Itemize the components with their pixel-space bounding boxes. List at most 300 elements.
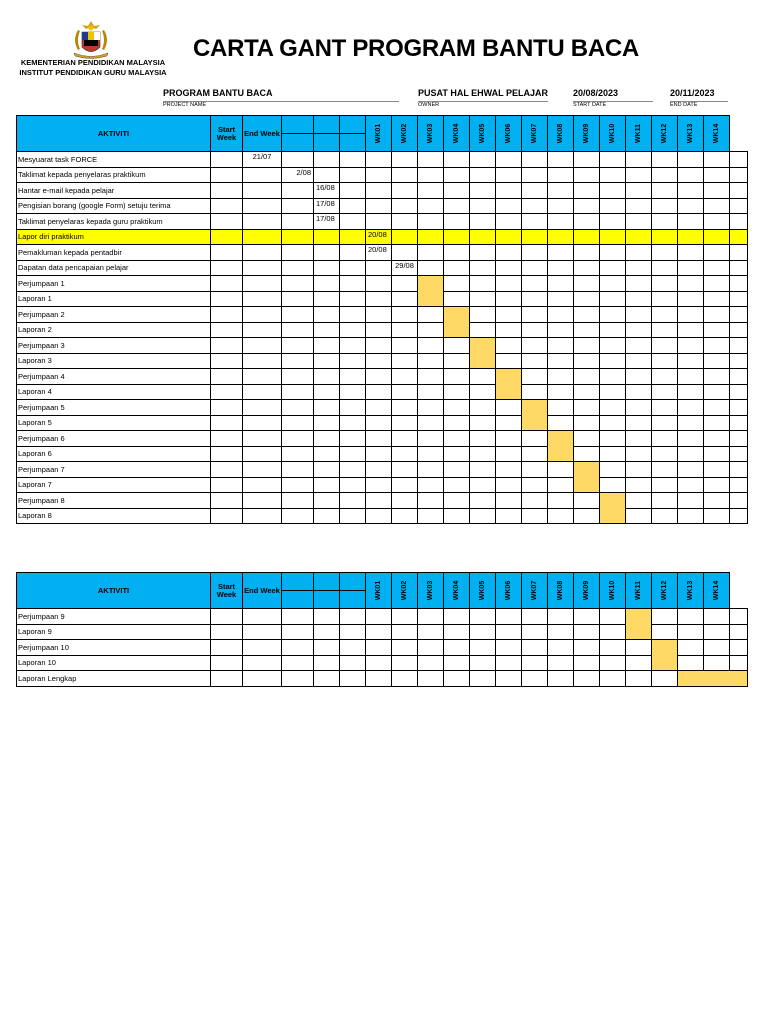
- week-cell: [548, 260, 574, 276]
- week-cell: [600, 384, 626, 400]
- date-cell: [366, 353, 392, 369]
- gantt-bar: [600, 493, 626, 524]
- week-cell: [392, 322, 418, 338]
- week-cell: [418, 477, 444, 493]
- week-cell: [704, 152, 730, 168]
- week-header: [678, 116, 704, 152]
- week-cell: [652, 369, 678, 385]
- week-cell: [496, 624, 522, 640]
- week-cell: [470, 167, 496, 183]
- week-cell: [444, 640, 470, 656]
- date-cell: [314, 369, 340, 385]
- week-cell: [548, 322, 574, 338]
- week-cell: [678, 609, 704, 625]
- week-cell: [392, 369, 418, 385]
- week-cell: [652, 338, 678, 354]
- week-header-label: WK10: [608, 123, 616, 144]
- week-cell: [496, 167, 522, 183]
- week-cell: [522, 655, 548, 671]
- week-cell: [496, 152, 522, 168]
- week-cell: [626, 245, 652, 261]
- table-row: [17, 477, 748, 493]
- date-cell: [243, 369, 282, 385]
- week-cell: [470, 477, 496, 493]
- activity-cell: Laporan 1: [17, 291, 211, 307]
- date-cell: [340, 338, 366, 354]
- week-cell: [600, 260, 626, 276]
- week-cell: [392, 183, 418, 199]
- week-cell: [704, 609, 730, 625]
- week-cell: [652, 415, 678, 431]
- date-cell: [211, 322, 243, 338]
- gantt-bar: [652, 640, 678, 671]
- week-cell: [704, 431, 730, 447]
- week-cell: [600, 291, 626, 307]
- week-cell: [652, 400, 678, 416]
- week-cell: [496, 415, 522, 431]
- week-cell: [392, 655, 418, 671]
- table-row: [17, 167, 748, 183]
- week-cell: [600, 446, 626, 462]
- week-cell: [470, 624, 496, 640]
- org-line-1: KEMENTERIAN PENDIDIKAN MALAYSIA: [20, 58, 166, 67]
- date-cell: [282, 493, 314, 509]
- week-header: [600, 116, 626, 152]
- week-cell: [470, 640, 496, 656]
- week-cell: [730, 446, 748, 462]
- date-cell: [340, 671, 366, 687]
- week-cell: [574, 508, 600, 524]
- week-cell: [444, 462, 470, 478]
- week-cell: [600, 624, 626, 640]
- week-cell: [678, 198, 704, 214]
- week-cell: [444, 624, 470, 640]
- start-date-block: [573, 88, 653, 109]
- week-cell: [392, 353, 418, 369]
- week-cell: [600, 183, 626, 199]
- date-cell: [366, 167, 392, 183]
- week-cell: [392, 671, 418, 687]
- date-cell: [243, 640, 282, 656]
- week-cell: [626, 446, 652, 462]
- date-cell: [211, 214, 243, 230]
- date-cell: [314, 338, 340, 354]
- week-cell: [678, 640, 704, 656]
- week-cell: [704, 260, 730, 276]
- week-header-label: WK08: [556, 580, 564, 601]
- week-cell: [496, 198, 522, 214]
- table-row: [17, 431, 748, 447]
- week-cell: [444, 671, 470, 687]
- week-cell: [574, 229, 600, 245]
- header-blank-cell: [282, 591, 314, 609]
- week-cell: [652, 229, 678, 245]
- date-cell: 16/08: [314, 183, 340, 199]
- activity-cell: Laporan 8: [17, 508, 211, 524]
- week-cell: [418, 508, 444, 524]
- date-cell: [282, 415, 314, 431]
- date-cell: [340, 152, 366, 168]
- week-cell: [678, 214, 704, 230]
- week-header-label: WK02: [400, 580, 408, 601]
- date-cell: [282, 183, 314, 199]
- week-cell: [444, 198, 470, 214]
- week-cell: [496, 655, 522, 671]
- week-cell: [392, 640, 418, 656]
- week-cell: [522, 640, 548, 656]
- week-cell: [522, 431, 548, 447]
- week-cell: [548, 508, 574, 524]
- week-cell: [496, 671, 522, 687]
- week-cell: [444, 338, 470, 354]
- date-cell: [340, 446, 366, 462]
- week-header: [522, 116, 548, 152]
- activity-cell: Taklimat penyelaras kepada guru praktikum: [17, 214, 211, 230]
- date-cell: [340, 322, 366, 338]
- date-cell: [243, 245, 282, 261]
- week-cell: [704, 369, 730, 385]
- week-cell: [574, 624, 600, 640]
- header-row: [17, 116, 748, 134]
- activity-cell: Perjumpaan 2: [17, 307, 211, 323]
- table-row: [17, 655, 748, 671]
- week-cell: [392, 245, 418, 261]
- activity-cell: Perjumpaan 10: [17, 640, 211, 656]
- week-cell: [730, 400, 748, 416]
- week-cell: [574, 152, 600, 168]
- date-cell: [211, 477, 243, 493]
- date-cell: [340, 462, 366, 478]
- date-cell: [282, 307, 314, 323]
- week-cell: [626, 353, 652, 369]
- week-cell: [496, 609, 522, 625]
- week-cell: [444, 229, 470, 245]
- week-cell: [444, 400, 470, 416]
- gantt-bar: [470, 338, 496, 369]
- week-cell: [652, 198, 678, 214]
- week-cell: [600, 369, 626, 385]
- header-blank-cell: [340, 573, 366, 591]
- week-cell: [548, 338, 574, 354]
- activity-cell: Laporan 7: [17, 477, 211, 493]
- table-row: [17, 152, 748, 168]
- date-cell: [243, 353, 282, 369]
- activity-header: AKTIVITI: [17, 116, 211, 152]
- week-cell: [392, 609, 418, 625]
- activity-cell: Laporan 5: [17, 415, 211, 431]
- week-cell: [574, 245, 600, 261]
- table-row: [17, 214, 748, 230]
- date-cell: [211, 446, 243, 462]
- week-header: [444, 573, 470, 609]
- week-cell: [392, 493, 418, 509]
- table-row: [17, 640, 748, 656]
- week-header-label: WK10: [608, 580, 616, 601]
- week-cell: [678, 322, 704, 338]
- date-cell: [211, 198, 243, 214]
- week-cell: [730, 291, 748, 307]
- week-cell: [574, 609, 600, 625]
- date-cell: [314, 353, 340, 369]
- table-row: [17, 353, 748, 369]
- week-cell: [678, 245, 704, 261]
- date-cell: [314, 260, 340, 276]
- date-cell: [366, 322, 392, 338]
- week-header-label: WK07: [530, 123, 538, 144]
- week-cell: [626, 291, 652, 307]
- week-cell: [626, 415, 652, 431]
- gantt-bar: [574, 462, 600, 493]
- date-cell: [243, 477, 282, 493]
- week-cell: [626, 671, 652, 687]
- week-cell: [730, 640, 748, 656]
- date-cell: [243, 198, 282, 214]
- date-cell: [282, 384, 314, 400]
- week-header: [548, 116, 574, 152]
- date-cell: [314, 167, 340, 183]
- week-cell: [418, 198, 444, 214]
- week-header: [678, 573, 704, 609]
- week-cell: [392, 446, 418, 462]
- date-cell: [340, 183, 366, 199]
- week-header-label: WK14: [712, 123, 720, 144]
- date-cell: [314, 508, 340, 524]
- activity-cell: Taklimat kepada penyelaras praktikum: [17, 167, 211, 183]
- date-cell: [282, 353, 314, 369]
- date-cell: [340, 655, 366, 671]
- activity-cell: Perjumpaan 8: [17, 493, 211, 509]
- gantt-bar: [444, 307, 470, 338]
- week-cell: [444, 384, 470, 400]
- week-cell: [626, 322, 652, 338]
- date-cell: [243, 167, 282, 183]
- date-cell: [366, 655, 392, 671]
- date-cell: [211, 609, 243, 625]
- date-cell: [366, 384, 392, 400]
- week-cell: [678, 508, 704, 524]
- week-cell: [574, 291, 600, 307]
- date-cell: [282, 671, 314, 687]
- week-cell: [704, 214, 730, 230]
- activity-cell: Laporan 4: [17, 384, 211, 400]
- week-cell: [652, 183, 678, 199]
- table-row: [17, 245, 748, 261]
- week-cell: [548, 167, 574, 183]
- week-header: [574, 116, 600, 152]
- week-cell: [496, 322, 522, 338]
- week-cell: [600, 477, 626, 493]
- week-cell: [470, 671, 496, 687]
- week-cell: [574, 214, 600, 230]
- date-cell: [340, 493, 366, 509]
- activity-cell: Laporan 6: [17, 446, 211, 462]
- week-cell: [600, 671, 626, 687]
- week-cell: [470, 493, 496, 509]
- week-cell: [730, 462, 748, 478]
- week-cell: [548, 183, 574, 199]
- week-cell: [496, 477, 522, 493]
- week-header: [652, 116, 678, 152]
- date-cell: [366, 671, 392, 687]
- week-cell: [678, 369, 704, 385]
- week-cell: [600, 415, 626, 431]
- date-cell: [211, 369, 243, 385]
- date-cell: [314, 291, 340, 307]
- date-cell: [282, 245, 314, 261]
- date-cell: [340, 431, 366, 447]
- week-cell: [444, 245, 470, 261]
- week-header-label: WK05: [478, 580, 486, 601]
- week-cell: [730, 338, 748, 354]
- week-cell: [548, 245, 574, 261]
- week-cell: [600, 245, 626, 261]
- week-cell: [470, 152, 496, 168]
- week-cell: [392, 152, 418, 168]
- week-cell: [678, 384, 704, 400]
- week-cell: [548, 384, 574, 400]
- date-cell: [366, 462, 392, 478]
- week-cell: [418, 493, 444, 509]
- week-cell: [392, 477, 418, 493]
- week-cell: [392, 307, 418, 323]
- week-cell: [704, 655, 730, 671]
- week-cell: [418, 167, 444, 183]
- date-cell: 20/08: [366, 245, 392, 261]
- date-cell: [282, 338, 314, 354]
- week-cell: [470, 245, 496, 261]
- week-cell: [418, 640, 444, 656]
- week-cell: [626, 198, 652, 214]
- week-cell: [678, 152, 704, 168]
- week-cell: [574, 384, 600, 400]
- end-date-value: 20/11/2023: [670, 88, 715, 98]
- week-cell: [678, 415, 704, 431]
- gantt-bar: [678, 671, 748, 687]
- date-cell: [366, 493, 392, 509]
- week-header: [574, 573, 600, 609]
- week-cell: [574, 415, 600, 431]
- date-cell: [211, 508, 243, 524]
- week-cell: [496, 245, 522, 261]
- week-cell: [730, 384, 748, 400]
- week-cell: [626, 276, 652, 292]
- week-cell: [470, 260, 496, 276]
- week-cell: [652, 431, 678, 447]
- week-cell: [444, 214, 470, 230]
- activity-cell: Perjumpaan 7: [17, 462, 211, 478]
- date-cell: [282, 152, 314, 168]
- week-cell: [678, 400, 704, 416]
- week-cell: [392, 384, 418, 400]
- week-cell: [652, 291, 678, 307]
- date-cell: [366, 477, 392, 493]
- date-cell: [282, 369, 314, 385]
- header-blank-cell: [282, 116, 314, 134]
- week-cell: [704, 167, 730, 183]
- activity-cell: Laporan Lengkap: [17, 671, 211, 687]
- week-cell: [600, 431, 626, 447]
- week-cell: [704, 462, 730, 478]
- week-cell: [444, 477, 470, 493]
- week-cell: [548, 400, 574, 416]
- week-cell: [626, 462, 652, 478]
- date-cell: [211, 624, 243, 640]
- date-cell: [340, 624, 366, 640]
- week-header: [496, 573, 522, 609]
- week-cell: [730, 369, 748, 385]
- week-cell: [626, 655, 652, 671]
- date-cell: [211, 415, 243, 431]
- date-cell: [282, 400, 314, 416]
- week-cell: [574, 369, 600, 385]
- week-cell: [444, 353, 470, 369]
- week-cell: [678, 260, 704, 276]
- week-cell: [574, 260, 600, 276]
- week-header: [704, 116, 730, 152]
- week-cell: [444, 152, 470, 168]
- date-cell: [314, 624, 340, 640]
- week-cell: [418, 245, 444, 261]
- week-cell: [652, 245, 678, 261]
- date-cell: [314, 152, 340, 168]
- week-cell: [626, 384, 652, 400]
- week-cell: [600, 229, 626, 245]
- table-row: [17, 276, 748, 292]
- week-header-label: WK03: [426, 580, 434, 601]
- week-cell: [418, 624, 444, 640]
- date-cell: [314, 431, 340, 447]
- week-cell: [392, 400, 418, 416]
- week-cell: [418, 338, 444, 354]
- date-cell: [282, 508, 314, 524]
- table-row: [17, 291, 748, 307]
- week-cell: [574, 307, 600, 323]
- week-cell: [730, 477, 748, 493]
- date-cell: [314, 640, 340, 656]
- date-cell: [211, 338, 243, 354]
- date-cell: [243, 431, 282, 447]
- week-cell: [522, 260, 548, 276]
- week-cell: [470, 229, 496, 245]
- week-cell: [652, 477, 678, 493]
- week-cell: [704, 198, 730, 214]
- header-blank-cell: [340, 116, 366, 134]
- week-cell: [548, 353, 574, 369]
- date-cell: [314, 384, 340, 400]
- owner-block: [418, 88, 548, 109]
- date-cell: [340, 291, 366, 307]
- week-cell: [418, 183, 444, 199]
- week-cell: [522, 353, 548, 369]
- week-cell: [392, 462, 418, 478]
- week-cell: [548, 229, 574, 245]
- date-cell: [314, 671, 340, 687]
- date-cell: [282, 322, 314, 338]
- activity-cell: Perjumpaan 5: [17, 400, 211, 416]
- week-cell: [548, 609, 574, 625]
- week-cell: [704, 276, 730, 292]
- date-cell: [314, 477, 340, 493]
- week-cell: [522, 229, 548, 245]
- week-cell: [678, 229, 704, 245]
- week-cell: [522, 183, 548, 199]
- week-cell: [392, 167, 418, 183]
- week-header-label: WK09: [582, 123, 590, 144]
- week-cell: [600, 609, 626, 625]
- date-cell: [314, 493, 340, 509]
- activity-cell: Perjumpaan 6: [17, 431, 211, 447]
- week-header: [626, 573, 652, 609]
